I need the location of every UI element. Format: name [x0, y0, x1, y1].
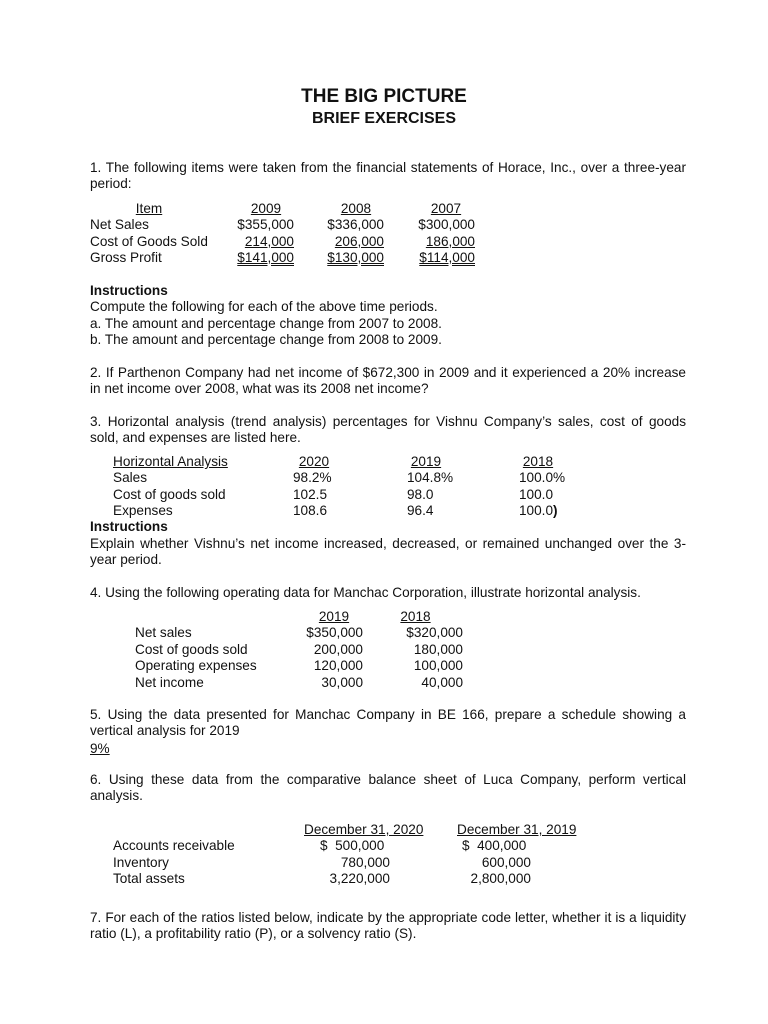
column-header-2019: 2019: [410, 454, 442, 469]
column-header-2009: 2009: [250, 201, 282, 216]
exercise-4-table: [135, 609, 475, 693]
exercise-1-item-a: a. The amount and percentage change from 2007 to 2008.: [90, 316, 442, 331]
cell-value: 100,000: [413, 658, 463, 673]
cell-value: $130,000: [327, 250, 384, 265]
row-label: Cost of goods sold: [135, 642, 248, 657]
column-header-item: Item: [135, 201, 163, 216]
exercise-6-text: 6. Using these data from the comparative balance sheet of Luca Company, perform vertical analysis.: [90, 772, 686, 804]
column-header-dec-2020: December 31, 2020: [304, 822, 424, 837]
cell-value: 104.8%: [407, 470, 454, 485]
cell-value: 206,000: [334, 234, 384, 249]
cell-value: 108.6: [293, 503, 328, 518]
cell-value: 98.2%: [293, 470, 332, 485]
column-header-2007: 2007: [430, 201, 462, 216]
cell-value: 200,000: [313, 642, 363, 657]
cell-value: $355,000: [237, 217, 294, 232]
cell-value: 96.4: [407, 503, 434, 518]
cell-value: 180,000: [413, 642, 463, 657]
row-label: Accounts receivable: [113, 838, 235, 853]
page-title: THE BIG PICTURE: [301, 86, 467, 107]
cell-value: 120,000: [313, 658, 363, 673]
row-label: Gross Profit: [90, 250, 162, 265]
row-label: Net sales: [135, 625, 192, 640]
cell-value: 30,000: [321, 675, 363, 690]
column-header-dec-2019: December 31, 2019: [457, 822, 577, 837]
page-subtitle: BRIEF EXERCISES: [311, 110, 457, 127]
column-header-2020: 2020: [298, 454, 330, 469]
column-header-2018: 2018: [400, 609, 431, 624]
exercise-3-instructions: Explain whether Vishnu’s net income increased, decreased, or remained unchanged over the 3-year period.: [90, 536, 686, 568]
expenses-2018-value: 100.0: [519, 503, 554, 518]
cell-value: $300,000: [418, 217, 475, 232]
cell-value: 3,220,000: [329, 871, 390, 886]
cell-value: 40,000: [421, 675, 463, 690]
exercise-6-table: [113, 822, 593, 890]
row-label: Cost of goods sold: [113, 487, 226, 502]
exercise-3-instructions-heading: Instructions: [90, 519, 168, 534]
row-label: Total assets: [113, 871, 185, 886]
row-label: Expenses: [113, 503, 173, 518]
exercise-1-item-b: b. The amount and percentage change from 2008 to 2009.: [90, 332, 442, 347]
exercise-1-table: [90, 201, 490, 271]
exercise-3-table: [113, 454, 593, 522]
exercise-7-text: 7. For each of the ratios listed below, indicate by the appropriate code letter, whether it is a liquidity ratio (L), a profitability ratio (P), or a solvency ratio (S).: [90, 910, 686, 942]
trailing-parenthesis: ): [553, 503, 558, 518]
cell-value: 214,000: [244, 234, 294, 249]
exercise-2-text: 2. If Parthenon Company had net income of $672,300 in 2009 and it experienced a 20% increase in net income over 2008, what was its 2008 net income?: [90, 365, 686, 397]
row-label: Cost of Goods Sold: [90, 234, 208, 249]
cell-value: [519, 503, 558, 519]
row-label: Sales: [113, 470, 148, 485]
column-header-horizontal-analysis: Horizontal Analysis: [113, 454, 228, 469]
exercise-3-text: 3. Horizontal analysis (trend analysis) percentages for Vishnu Company’s sales, cost of goods sold, and expenses are listed here.: [90, 414, 686, 446]
row-label: Net income: [135, 675, 204, 690]
row-label: Operating expenses: [135, 658, 257, 673]
exercise-1-text: 1. The following items were taken from the financial statements of Horace, Inc., over a three-year period:: [90, 160, 686, 192]
cell-value: $336,000: [327, 217, 384, 232]
cell-value: 100.0%: [519, 470, 566, 485]
row-label: Net Sales: [90, 217, 149, 232]
cell-value: $141,000: [237, 250, 294, 265]
cell-value: $ 500,000: [320, 838, 385, 853]
cell-value: 98.0: [407, 487, 434, 502]
exercise-5-text: 5. Using the data presented for Manchac Company in BE 166, prepare a schedule showing a vertical analysis for 2019: [90, 707, 686, 739]
cell-value: $320,000: [406, 625, 463, 640]
row-label: Inventory: [113, 855, 169, 870]
cell-value: 100.0: [519, 487, 554, 502]
cell-value: 780,000: [340, 855, 390, 870]
column-header-2019: 2019: [318, 609, 350, 624]
cell-value: 186,000: [425, 234, 475, 249]
cell-value: 600,000: [481, 855, 531, 870]
exercise-4-text: 4. Using the following operating data for Manchac Corporation, illustrate horizontal analysis.: [90, 585, 641, 600]
cell-value: $114,000: [419, 250, 475, 265]
cell-value: 102.5: [293, 487, 328, 502]
column-header-2018: 2018: [522, 454, 554, 469]
cell-value: 2,800,000: [470, 871, 531, 886]
column-header-2008: 2008: [340, 201, 372, 216]
exercise-1-instructions-heading: Instructions: [90, 283, 168, 298]
cell-value: $ 400,000: [462, 838, 527, 853]
exercise-1-instructions: Compute the following for each of the above time periods.: [90, 299, 438, 314]
exercise-5-answer: 9%: [90, 741, 110, 756]
cell-value: $350,000: [306, 625, 363, 640]
